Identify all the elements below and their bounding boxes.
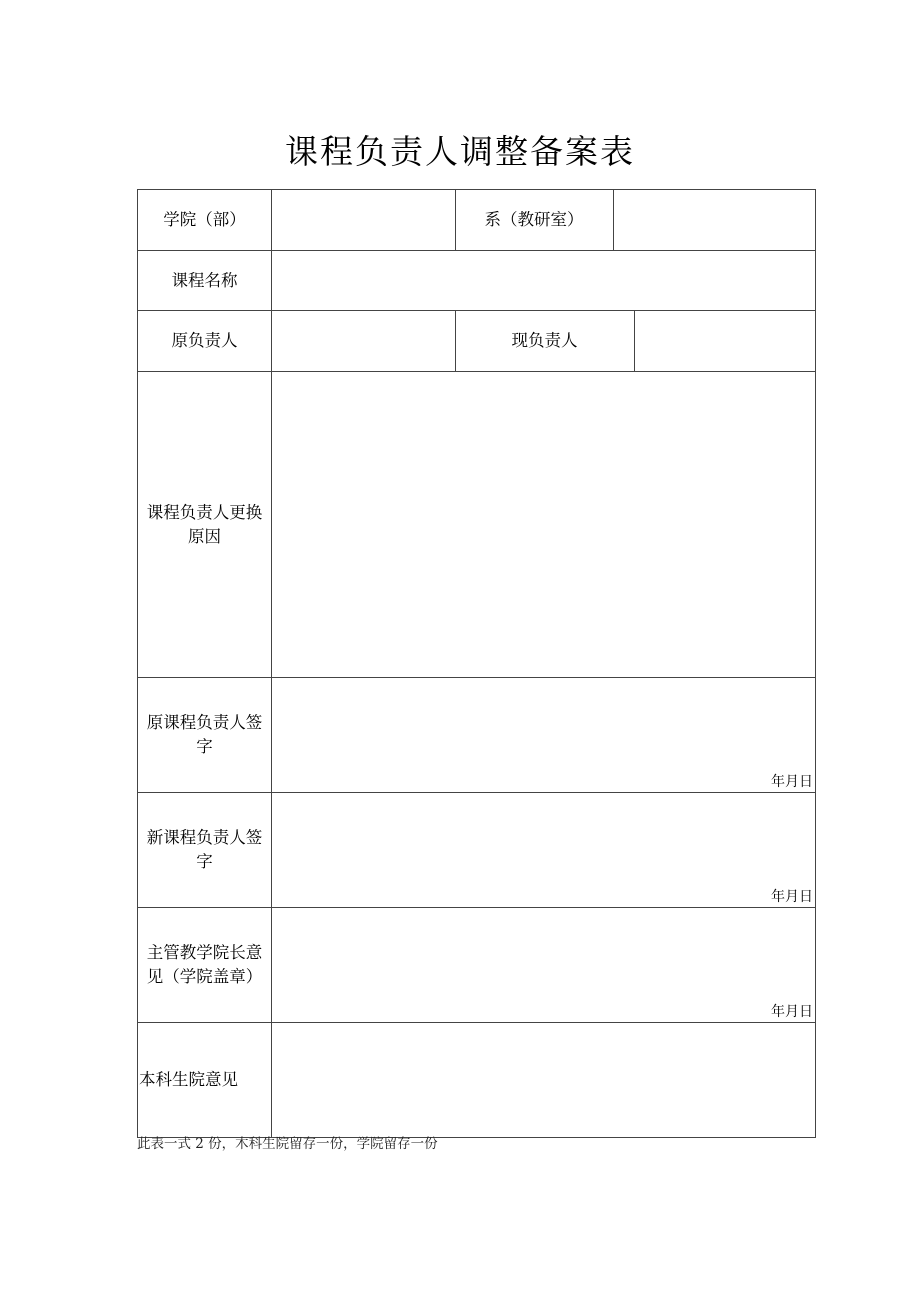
form-row-original-signature: [138, 678, 816, 793]
department-input[interactable]: [613, 190, 816, 250]
current-lead-label: 现负责人: [455, 311, 634, 371]
form-row-new-signature: [138, 793, 816, 908]
original-lead-input[interactable]: [272, 311, 455, 371]
undergrad-opinion-label: 本科生院意见: [138, 1023, 272, 1138]
course-name-label: 课程名称: [138, 251, 272, 311]
college-input[interactable]: [272, 190, 455, 250]
form-row-college: [138, 190, 816, 251]
form-row-leads: [138, 311, 816, 372]
form-row-course-name: [138, 251, 816, 311]
college-label: 学院（部）: [138, 190, 272, 251]
form-row-undergrad-opinion: [138, 1023, 816, 1138]
record-form-table: [137, 189, 816, 1138]
footnote: 此表一式 2 份，木科生院留存一份，学院留存一份: [137, 1136, 438, 1152]
dean-opinion-date: 年月日: [771, 1004, 813, 1020]
original-lead-label: 原负责人: [138, 311, 272, 372]
new-signature-date: 年月日: [771, 889, 813, 905]
undergrad-opinion-input[interactable]: [272, 1023, 816, 1138]
leads-row-inner: [272, 311, 816, 371]
reason-label: 课程负责人更换原因: [138, 372, 272, 678]
new-signature-label: 新课程负责人签字: [138, 793, 272, 908]
department-label: 系（教研室）: [455, 190, 613, 250]
current-lead-input[interactable]: [634, 311, 816, 371]
original-signature-label: 原课程负责人签字: [138, 678, 272, 793]
dean-opinion-label: 主管教学院长意见（学院盖章）: [138, 908, 272, 1023]
original-signature-date: 年月日: [771, 774, 813, 790]
original-signature-field[interactable]: [272, 678, 816, 793]
new-signature-field[interactable]: [272, 793, 816, 908]
dean-opinion-field[interactable]: [272, 908, 816, 1023]
college-row-inner: [272, 190, 816, 250]
page-title: 课程负责人调整备案表: [285, 132, 635, 171]
form-row-dean-opinion: [138, 908, 816, 1023]
form-row-reason: [138, 372, 816, 678]
reason-input[interactable]: [272, 372, 816, 678]
course-name-input[interactable]: [272, 251, 816, 311]
